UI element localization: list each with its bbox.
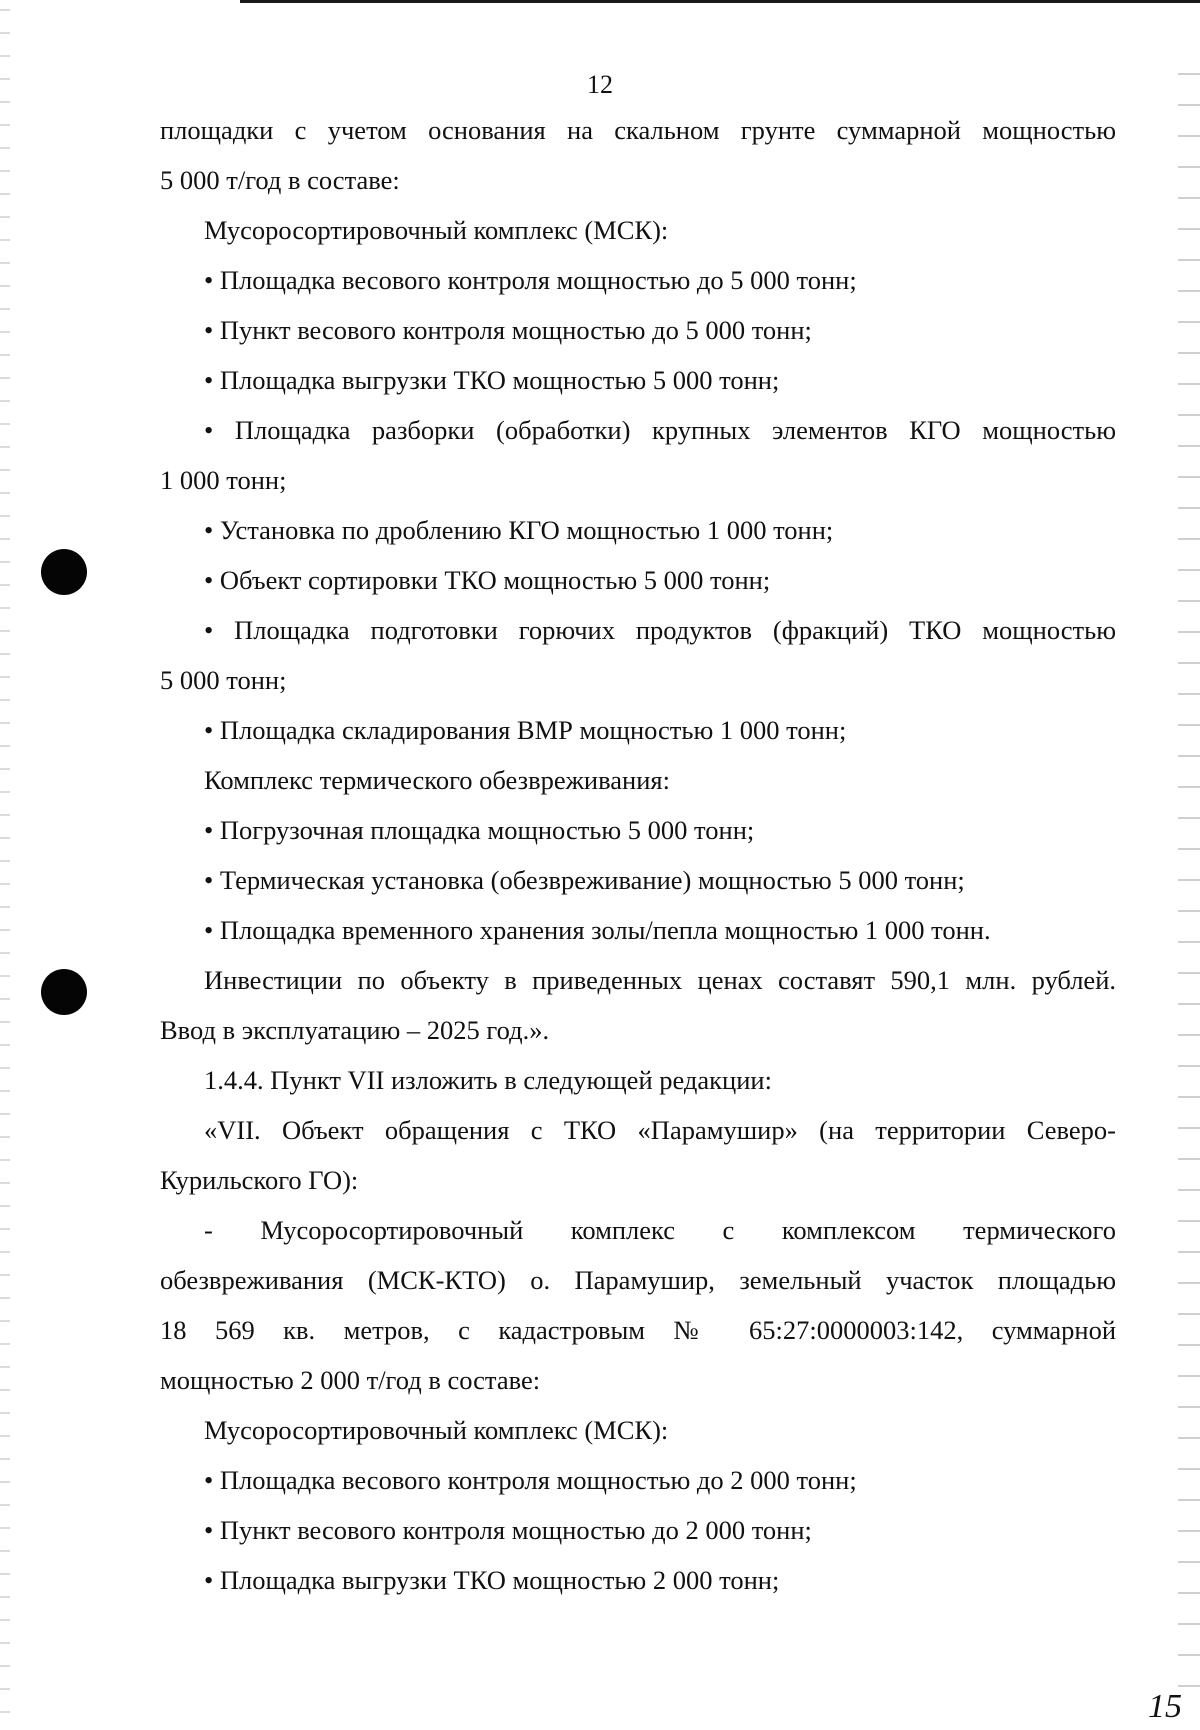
paragraph: • Площадка разборки (обработки) крупных элементов КГО мощностью	[204, 415, 1116, 445]
paragraph: 1.4.4. Пункт VII изложить в следующей редакции:	[204, 1065, 772, 1095]
paragraph: • Площадка складирования ВМР мощностью 1 000 тонн;	[204, 715, 847, 745]
paragraph: площадки с учетом основания на скальном грунте суммарной мощностью	[160, 115, 1116, 145]
paragraph: • Пункт весового контроля мощностью до 2 000 тонн;	[204, 1515, 812, 1545]
paragraph: 5 000 тонн;	[160, 665, 287, 695]
paragraph: • Термическая установка (обезвреживание) мощностью 5 000 тонн;	[204, 865, 965, 895]
paragraph: «VII. Объект обращения с ТКО «Парамушир» (на территории Северо-	[204, 1115, 1116, 1145]
page-number: 12	[587, 70, 613, 99]
scan-edge-right	[1178, 60, 1200, 1710]
paragraph: • Объект сортировки ТКО мощностью 5 000 тонн;	[204, 565, 771, 595]
paragraph: Инвестиции по объекту в приведенных ценах составят 590,1 млн. рублей.	[204, 965, 1116, 995]
body-text	[160, 105, 1116, 1605]
handwritten-sheet-number: 15	[1148, 1688, 1182, 1725]
paragraph: • Площадка весового контроля мощностью до 2 000 тонн;	[204, 1465, 857, 1495]
paragraph: обезвреживания (МСК-КТО) о. Парамушир, земельный участок площадью	[160, 1265, 1116, 1295]
paragraph: • Площадка временного хранения золы/пепла мощностью 1 000 тонн.	[204, 915, 991, 945]
paragraph: • Погрузочная площадка мощностью 5 000 тонн;	[204, 815, 755, 845]
paragraph: Комплекс термического обезвреживания:	[204, 765, 670, 795]
paragraph: Мусоросортировочный комплекс (МСК):	[204, 215, 669, 245]
paragraph: 18 569 кв. метров, с кадастровым № 65:27:0000003:142, суммарной	[160, 1315, 1116, 1345]
paragraph: • Площадка весового контроля мощностью до 5 000 тонн;	[204, 265, 857, 295]
paragraph: • Площадка выгрузки ТКО мощностью 2 000 тонн;	[204, 1565, 780, 1595]
scan-edge-left	[0, 0, 10, 1730]
punch-hole	[41, 969, 87, 1015]
paragraph: мощностью 2 000 т/год в составе:	[160, 1365, 541, 1395]
paragraph: • Площадка выгрузки ТКО мощностью 5 000 тонн;	[204, 365, 780, 395]
paragraph: Мусоросортировочный комплекс (МСК):	[204, 1415, 669, 1445]
paragraph: • Установка по дроблению КГО мощностью 1 000 тонн;	[204, 515, 834, 545]
paragraph: • Пункт весового контроля мощностью до 5 000 тонн;	[204, 315, 812, 345]
top-rule	[240, 0, 1200, 3]
punch-hole	[41, 549, 87, 595]
paragraph: - Мусоросортировочный комплекс с комплексом термического	[204, 1215, 1116, 1245]
paragraph: • Площадка подготовки горючих продуктов (фракций) ТКО мощностью	[204, 615, 1116, 645]
paragraph: Ввод в эксплуатацию – 2025 год.».	[160, 1015, 550, 1045]
paragraph: 5 000 т/год в составе:	[160, 165, 400, 195]
paragraph: Курильского ГО):	[160, 1165, 359, 1195]
paragraph: 1 000 тонн;	[160, 465, 287, 495]
